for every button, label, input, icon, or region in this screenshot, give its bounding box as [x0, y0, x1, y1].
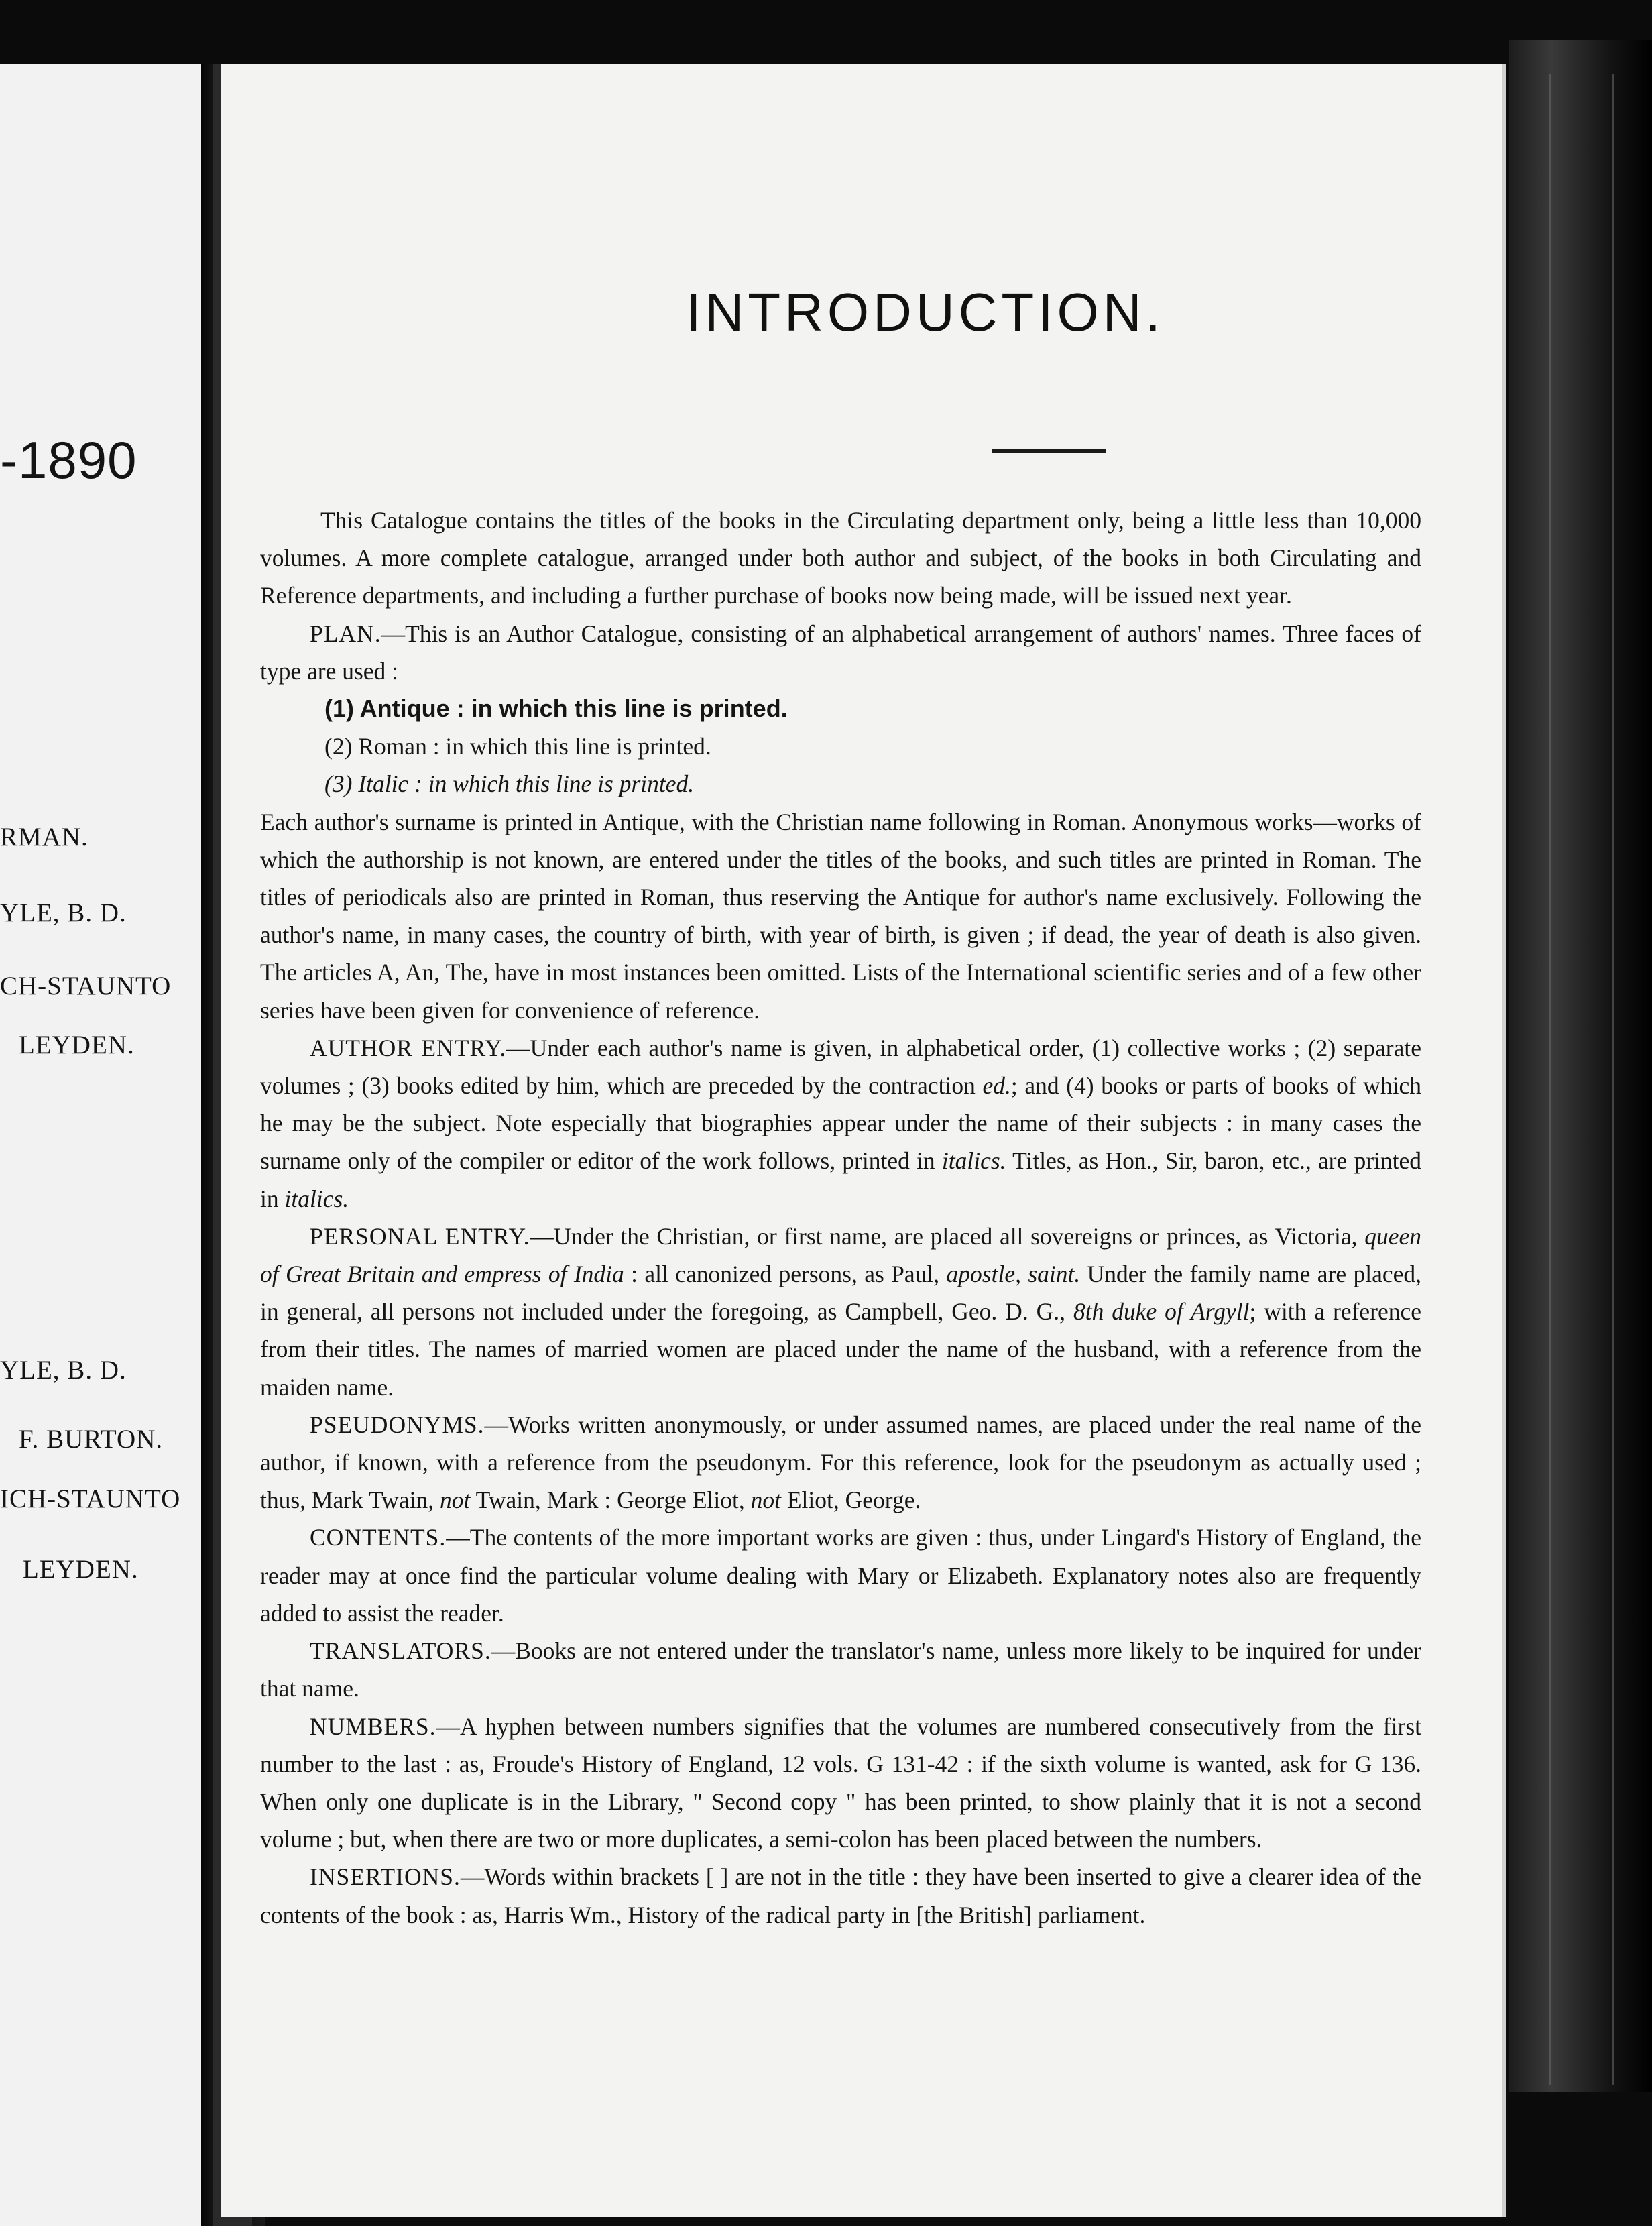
- numbers-text: —A hyphen between numbers signifies that the volumes are numbered consecutively from the first number to the last : as, Froude's History of England, 12 vols. G 131-42 : if the sixth volume is wanted, ask for G 136. When only one duplicate is in the Library, " Second copy " has been printed, to show plainly that it is not a second volume ; but, when there are two or more duplicates, a semi-colon has been placed between the numbers.: [260, 1712, 1421, 1853]
- document-page: [221, 64, 1506, 2217]
- author-entry-heading: AUTHOR ENTRY.: [310, 1034, 507, 1061]
- left-page-fragment: YLE, B. D.: [0, 898, 127, 927]
- personal-entry-italic: queen of Great Britain and empress of India: [260, 1222, 1421, 1288]
- pseudonyms-heading: PSEUDONYMS.: [310, 1411, 485, 1438]
- pseudonyms-italic: not: [750, 1486, 781, 1514]
- personal-entry-text: ; with a reference from their titles. The names of married women are placed under the name of the husband, with a reference from the maiden name.: [260, 1298, 1422, 1401]
- left-page-fragment: CH-STAUNTO: [0, 972, 172, 1000]
- type-faces-list: [260, 690, 1421, 803]
- personal-entry-italic: 8th duke of Argyll: [1073, 1298, 1250, 1326]
- insertions-text: —Words within brackets [ ] are not in the title : they have been inserted to give a clearer idea of the contents of the book : as, Harris Wm., History of the radical party in [the British] parliament.: [260, 1863, 1421, 1928]
- pseudonyms-italic: not: [440, 1486, 471, 1514]
- book-cover-notch: [1549, 74, 1614, 2085]
- translators-text: —Books are not entered under the translator's name, unless more likely to be inquired for under that name.: [260, 1637, 1421, 1702]
- left-page-fragment: LEYDEN.: [23, 1555, 139, 1584]
- translators-heading: TRANSLATORS.: [310, 1637, 491, 1665]
- pseudonyms-paragraph: [260, 1406, 1421, 1519]
- insertions-heading: INSERTIONS.: [310, 1863, 461, 1891]
- pseudonyms-text: Eliot, George.: [786, 1486, 921, 1514]
- author-entry-text: Titles, as Hon., Sir, baron, etc., are printed in: [260, 1147, 1422, 1212]
- insertions-paragraph: [260, 1858, 1421, 1933]
- type-face-antique: (1) Antique : in which this line is printed.: [324, 695, 788, 723]
- author-entry-italics: italics.: [941, 1147, 1006, 1175]
- left-page-fragment: LEYDEN.: [19, 1031, 135, 1059]
- plan-lead: —This is an Author Catalogue, consisting of an alphabetical arrangement of authors' names. Three faces of type are used :: [260, 620, 1421, 685]
- author-entry-text: —Under each author's name is given, in alphabetical order, (1) collective works ; (2) separate volumes ; (3) books edited by him, which are preceded by the contraction: [260, 1034, 1421, 1100]
- intro-paragraph: This Catalogue contains the titles of the books in the Circulating department only, being a little less than 10,000 volumes. A more complete catalogue, arranged under both author and subject, of the books in both Circulating and Reference departments, and including a further purchase of books now being made, will be issued next year.: [260, 507, 1421, 609]
- plan-paragraph: [260, 615, 1421, 690]
- pseudonyms-text: —Works written anonymously, or under assumed names, are placed under the real name of the author, if known, with a reference from the pseudonym. For this reference, look for the pseudonym as actually used ; thus, Mark Twain,: [260, 1411, 1421, 1514]
- previous-page-fragment: [0, 64, 201, 2226]
- numbers-paragraph: [260, 1708, 1421, 1859]
- personal-entry-italic: apostle, saint.: [946, 1261, 1081, 1288]
- type-face-roman: (2) Roman : in which this line is printed.: [324, 733, 711, 760]
- title-rule: [992, 449, 1106, 453]
- personal-entry-text: : all canonized persons, as Paul,: [631, 1261, 940, 1288]
- numbers-heading: NUMBERS.: [310, 1712, 436, 1740]
- personal-entry-text: Under the family name are placed, in general, all persons not included under the foregoing, as Campbell, Geo. D. G.,: [260, 1261, 1421, 1326]
- contents-heading: CONTENTS.: [310, 1524, 447, 1551]
- left-page-fragment: YLE, B. D.: [0, 1356, 127, 1385]
- author-entry-italics: italics.: [284, 1185, 349, 1212]
- author-entry-text: ; and (4) books or parts of books of which he may be the subject. Note especially that biographies appear under the name of their subjects : in many cases the surname only of the compiler or editor of the work follows, printed in: [260, 1072, 1422, 1175]
- page-title: INTRODUCTION.: [686, 282, 1165, 342]
- contents-text: —The contents of the more important works are given : thus, under Lingard's History of England, the reader may at once find the particular volume dealing with Mary or Elizabeth. Explanatory notes also are frequently added to assist the reader.: [260, 1524, 1421, 1627]
- author-entry-ed: ed.: [982, 1072, 1011, 1100]
- pseudonyms-text: Twain, Mark : George Eliot,: [475, 1486, 745, 1514]
- plan-heading: PLAN.: [310, 620, 381, 647]
- contents-paragraph: [260, 1519, 1421, 1632]
- personal-entry-heading: PERSONAL ENTRY.: [310, 1222, 530, 1250]
- author-entry-paragraph: [260, 1029, 1421, 1218]
- left-page-fragment: F. BURTON.: [19, 1425, 164, 1454]
- translators-paragraph: [260, 1632, 1421, 1707]
- body-text: [260, 502, 1421, 1934]
- personal-entry-paragraph: [260, 1218, 1421, 1406]
- personal-entry-text: —Under the Christian, or first name, are placed all sovereigns or princes, as Victoria,: [530, 1222, 1358, 1250]
- plan-after-paragraph: Each author's surname is printed in Antique, with the Christian name following in Roman. Anonymous works—works of which the authorship is not known, are entered under the titles of the books, and such titles are printed in Roman. The titles of periodicals also are printed in Roman, thus reserving the Antique for author's name exclusively. Following the author's name, in many cases, the country of birth, with year of birth, is given ; if dead, the year of death is also given. The articles A, An, The, have in most instances been omitted. Lists of the International scientific series and of a few other series have been given for convenience of reference.: [260, 808, 1421, 1024]
- left-page-year: -1890: [0, 430, 137, 489]
- type-face-italic: (3) Italic : in which this line is printed.: [324, 770, 695, 798]
- left-page-fragment: RMAN.: [0, 823, 88, 852]
- left-page-fragment: ICH-STAUNTO: [0, 1484, 181, 1513]
